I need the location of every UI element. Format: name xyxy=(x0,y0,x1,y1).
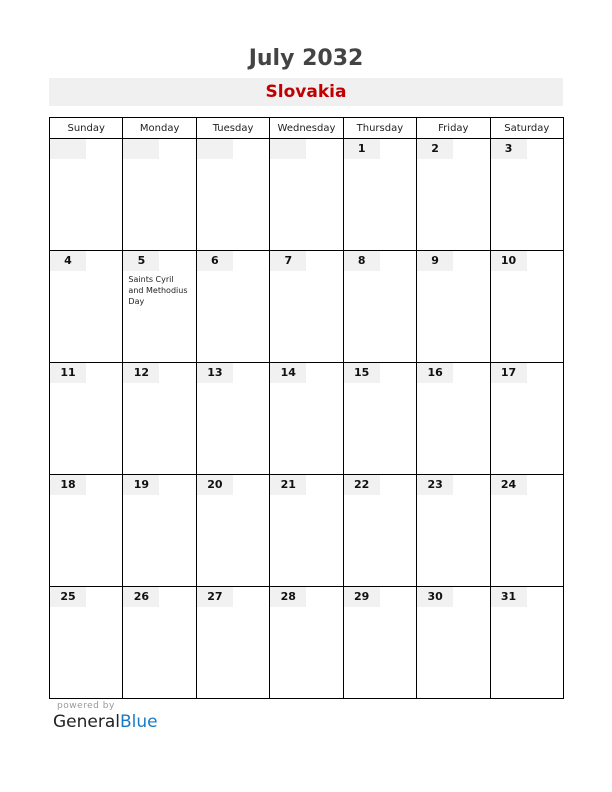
weekday-saturday: Saturday xyxy=(490,118,563,139)
day-number: 31 xyxy=(491,587,527,607)
brand-general: General xyxy=(53,712,120,732)
day-number: 29 xyxy=(344,587,380,607)
day-number: 4 xyxy=(50,251,86,271)
day-cell-28 xyxy=(270,587,343,699)
day-number: 7 xyxy=(270,251,306,271)
weekday-thursday: Thursday xyxy=(343,118,416,139)
day-cell-20 xyxy=(196,475,269,587)
day-number: 1 xyxy=(344,139,380,159)
day-number: 27 xyxy=(197,587,233,607)
day-cell-8 xyxy=(343,251,416,363)
day-cell-6 xyxy=(196,251,269,363)
day-cell-10 xyxy=(490,251,563,363)
day-cell-14 xyxy=(270,363,343,475)
day-number: 16 xyxy=(417,363,453,383)
day-cell-31 xyxy=(490,587,563,699)
week-row xyxy=(50,139,564,251)
day-number: 14 xyxy=(270,363,306,383)
calendar-grid xyxy=(49,117,564,699)
weekday-wednesday: Wednesday xyxy=(270,118,343,139)
week-row xyxy=(50,363,564,475)
day-number: 20 xyxy=(197,475,233,495)
holiday-label: Saints Cyril and Methodius Day xyxy=(128,275,188,306)
day-cell-24 xyxy=(490,475,563,587)
day-cell-2 xyxy=(417,139,490,251)
day-cell-18 xyxy=(50,475,123,587)
weekday-tuesday: Tuesday xyxy=(196,118,269,139)
day-cell-29 xyxy=(343,587,416,699)
weekday-friday: Friday xyxy=(417,118,490,139)
day-cell-5 xyxy=(123,251,196,363)
day-number: 30 xyxy=(417,587,453,607)
day-cell-4 xyxy=(50,251,123,363)
day-number: 8 xyxy=(344,251,380,271)
day-cell-1 xyxy=(343,139,416,251)
brand-blue: Blue xyxy=(120,712,158,732)
day-cell-30 xyxy=(417,587,490,699)
day-number: 6 xyxy=(197,251,233,271)
weekday-sunday: Sunday xyxy=(50,118,123,139)
day-number: 28 xyxy=(270,587,306,607)
day-number: 10 xyxy=(491,251,527,271)
day-number: 26 xyxy=(123,587,159,607)
day-number: 19 xyxy=(123,475,159,495)
week-row xyxy=(50,475,564,587)
month-title: July 2032 xyxy=(248,46,364,71)
powered-by-label: powered by xyxy=(57,701,115,711)
day-cell-3 xyxy=(490,139,563,251)
day-cell-13 xyxy=(196,363,269,475)
day-number: 11 xyxy=(50,363,86,383)
empty-day-badge xyxy=(270,139,306,159)
generalblue-logo[interactable] xyxy=(53,712,158,732)
empty-day-cell xyxy=(50,139,123,251)
day-number: 17 xyxy=(491,363,527,383)
day-number: 9 xyxy=(417,251,453,271)
weekday-monday: Monday xyxy=(123,118,196,139)
day-cell-17 xyxy=(490,363,563,475)
weekday-header-row xyxy=(50,118,564,139)
day-number: 3 xyxy=(491,139,527,159)
day-number: 23 xyxy=(417,475,453,495)
day-cell-25 xyxy=(50,587,123,699)
day-cell-7 xyxy=(270,251,343,363)
empty-day-cell xyxy=(123,139,196,251)
country-banner: Slovakia xyxy=(49,78,563,106)
empty-day-badge xyxy=(50,139,86,159)
day-cell-23 xyxy=(417,475,490,587)
day-number: 21 xyxy=(270,475,306,495)
day-cell-27 xyxy=(196,587,269,699)
day-number: 2 xyxy=(417,139,453,159)
empty-day-cell xyxy=(270,139,343,251)
day-cell-12 xyxy=(123,363,196,475)
day-cell-9 xyxy=(417,251,490,363)
day-number: 22 xyxy=(344,475,380,495)
day-number: 18 xyxy=(50,475,86,495)
day-number: 24 xyxy=(491,475,527,495)
day-number: 15 xyxy=(344,363,380,383)
week-row xyxy=(50,251,564,363)
day-cell-11 xyxy=(50,363,123,475)
day-number: 12 xyxy=(123,363,159,383)
day-number: 25 xyxy=(50,587,86,607)
day-cell-26 xyxy=(123,587,196,699)
day-cell-19 xyxy=(123,475,196,587)
week-row xyxy=(50,587,564,699)
empty-day-badge xyxy=(197,139,233,159)
day-number: 13 xyxy=(197,363,233,383)
day-cell-15 xyxy=(343,363,416,475)
day-cell-22 xyxy=(343,475,416,587)
empty-day-badge xyxy=(123,139,159,159)
day-cell-21 xyxy=(270,475,343,587)
day-number: 5 xyxy=(123,251,159,271)
empty-day-cell xyxy=(196,139,269,251)
day-cell-16 xyxy=(417,363,490,475)
